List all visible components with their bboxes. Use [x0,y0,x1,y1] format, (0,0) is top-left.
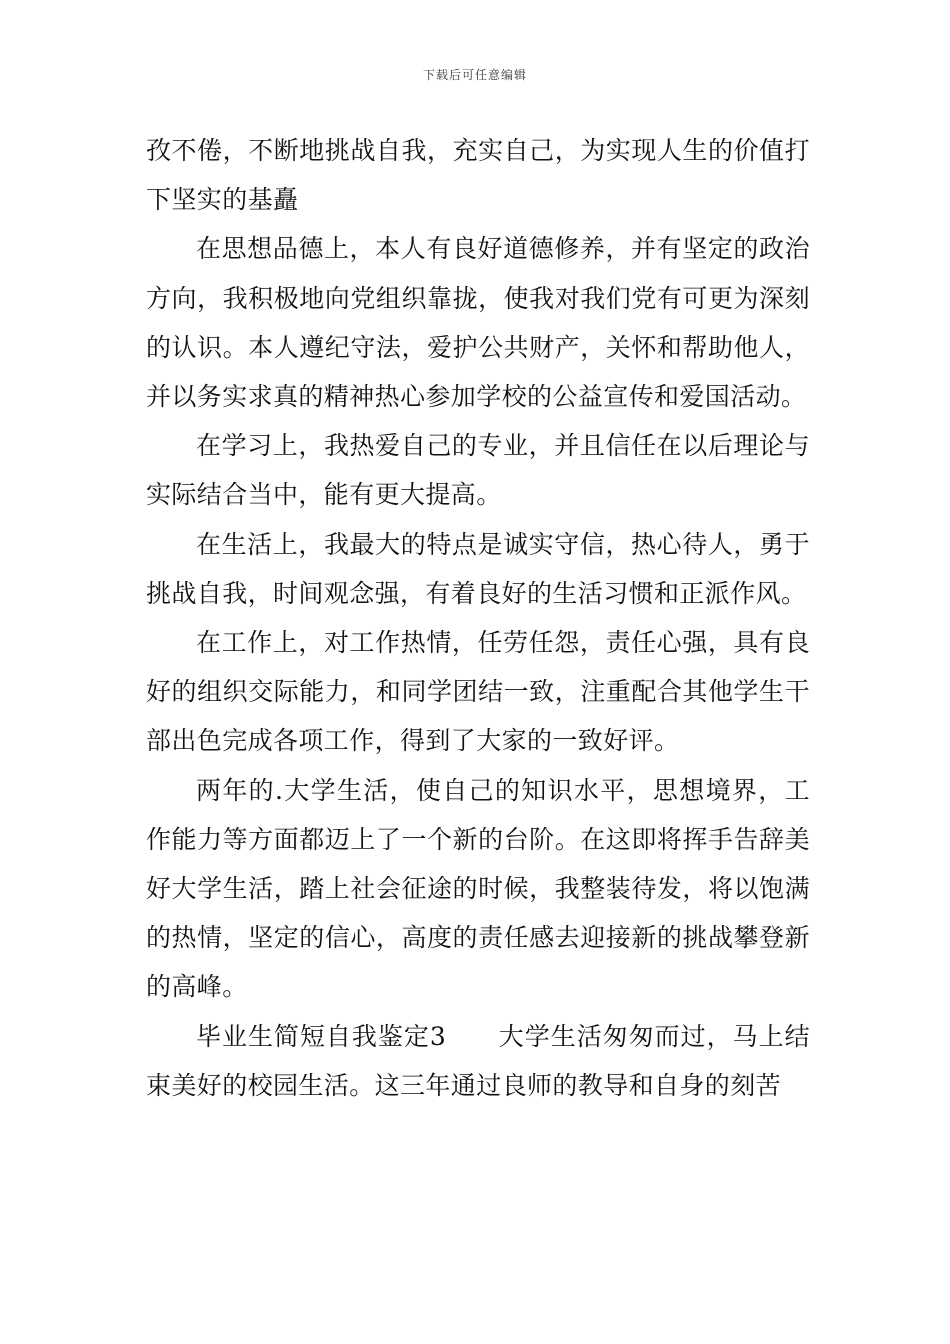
paragraph-work: 在工作上，对工作热情，任劳任怨，责任心强，具有良好的组织交际能力，和同学团结一致，注重配合其他学生干部出色完成各项工作，得到了大家的一致好评。 [146,628,810,756]
paragraph-study: 在学习上，我热爱自己的专业，并且信任在以后理论与实际结合当中，能有更大提高。 [146,431,810,510]
page-header: 下载后可任意编辑 [422,68,527,82]
paragraph-two-years: 两年的.大学生活，使自己的知识水平，思想境界，工作能力等方面都迈上了一个新的台阶。在这即将挥手告辞美好大学生活，踏上社会征途的时候，我整装待发，将以饱满的热情，坚定的信心，高度的责任感去迎接新的挑战攀登新的高峰。 [146,775,810,1002]
paragraph-moral-character: 在思想品德上，本人有良好道德修养，并有坚定的政治方向，我积极地向党组织靠拢，使我对我们党有可更为深刻的认识。本人遵纪守法，爱护公共财产，关怀和帮助他人，并以务实求真的精神热心参加学校的公益宣传和爱国活动。 [146,234,810,412]
paragraph-life: 在生活上，我最大的特点是诚实守信，热心待人，勇于挑战自我，时间观念强，有着良好的生活习惯和正派作风。 [146,529,810,608]
paragraph-self-evaluation-3: 毕业生简短自我鉴定3 大学生活匆匆而过，马上结束美好的校园生活。这三年通过良师的教导和自身的刻苦 [146,1021,810,1100]
paragraph-continuation: 孜不倦，不断地挑战自我，充实自己，为实现人生的价值打下坚实的基矗 [146,136,810,215]
document-body [146,126,810,1110]
